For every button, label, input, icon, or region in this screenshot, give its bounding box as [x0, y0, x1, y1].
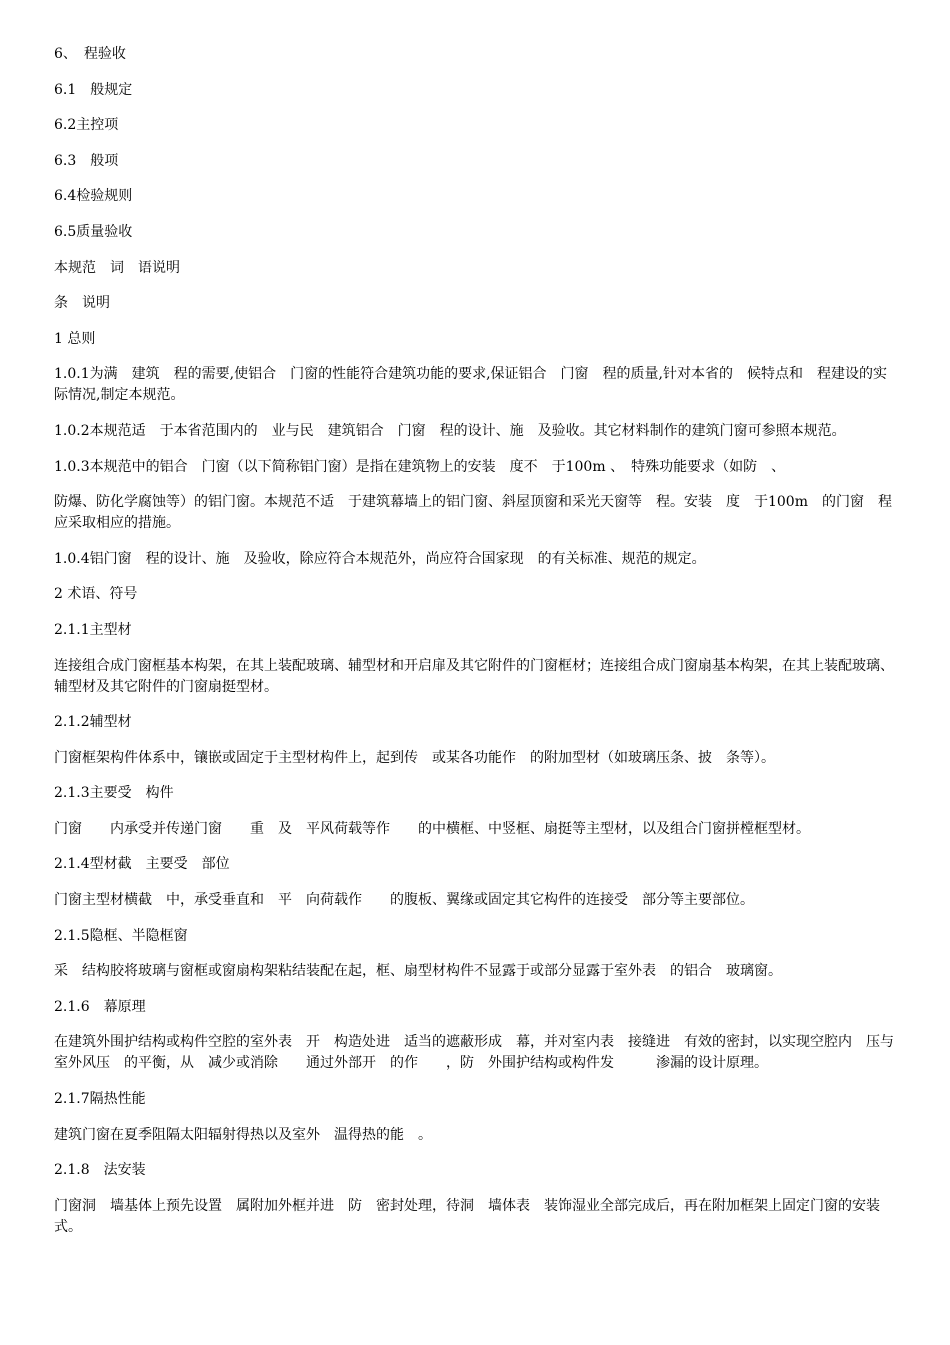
- clause-1-0-3: 1.0.3本规范中的铝合 门窗（以下简称铝门窗）是指在建筑物上的安装 度不 于100m 、 特殊功能要求（如防 、: [54, 458, 786, 475]
- toc-item-6-3: 6.3 般项: [54, 152, 119, 169]
- toc-item-explanation: 条 说明: [54, 295, 110, 312]
- term-heading-2-1-3: 2.1.3主要受 构件: [54, 785, 174, 802]
- toc-item-terms: 本规范 词 语说明: [54, 259, 180, 276]
- term-definition-2-1-3: 门窗 内承受并传递门窗 重 及 平风荷载等作 的中横框、中竖框、扇挺等主型材，以及组合门窗拼樘框型材。: [54, 820, 810, 837]
- term-heading-2-1-5: 2.1.5隐框、半隐框窗: [54, 927, 188, 944]
- section-heading-1: 1 总则: [54, 330, 96, 347]
- toc-item-6-5: 6.5质量验收: [54, 223, 133, 240]
- clause-1-0-2: 1.0.2本规范适 于本省范围内的 业与民 建筑铝合 门窗 程的设计、施 及验收。其它材料制作的建筑门窗可参照本规范。: [54, 422, 846, 439]
- term-definition-2-1-8: 门窗洞 墙基体上预先设置 属附加外框并进 防 密封处理，待洞 墙体表 装饰湿业全部完成后，再在附加框架上固定门窗的安装 式。: [54, 1197, 894, 1235]
- term-definition-2-1-7: 建筑门窗在夏季阻隔太阳辐射得热以及室外 温得热的能 。: [54, 1126, 432, 1143]
- term-heading-2-1-6: 2.1.6 幕原理: [54, 998, 146, 1015]
- toc-item-6-4: 6.4检验规则: [54, 188, 133, 205]
- toc-item-6-2: 6.2主控项: [54, 117, 119, 134]
- document-page: [54, 44, 898, 1252]
- term-definition-2-1-4: 门窗主型材横截 中，承受垂直和 平 向荷载作 的腹板、翼缘或固定其它构件的连接受 部分等主要部位。: [54, 892, 754, 909]
- toc-item-6-1: 6.1 般规定: [54, 81, 133, 98]
- term-definition-2-1-1: 连接组合成门窗框基本构架，在其上装配玻璃、辅型材和开启扉及其它附件的门窗框材；连接组合成门窗扇基本构架，在其上装配玻璃、辅型材及其它附件的门窗扇挺型材。: [54, 657, 894, 695]
- term-definition-2-1-2: 门窗框架构件体系中，镶嵌或固定于主型材构件上，起到传 或某各功能作 的附加型材（如玻璃压条、披 条等）。: [54, 749, 775, 766]
- clause-1-0-3-continued: 防爆、防化学腐蚀等）的铝门窗。本规范不适 于建筑幕墙上的铝门窗、斜屋顶窗和采光天窗等 程。安装 度 于100m 的门窗 程应采取相应的措施。: [54, 494, 892, 532]
- clause-1-0-1: 1.0.1为满 建筑 程的需要,使铝合 门窗的性能符合建筑功能的要求,保证铝合 门窗 程的质量,针对本省的 候特点和 程建设的实际情况,制定本规范。: [54, 366, 887, 404]
- term-heading-2-1-1: 2.1.1主型材: [54, 621, 132, 638]
- section-heading-2: 2 术语、符号: [54, 586, 138, 603]
- term-heading-2-1-7: 2.1.7隔热性能: [54, 1091, 146, 1108]
- term-heading-2-1-2: 2.1.2辅型材: [54, 714, 132, 731]
- term-heading-2-1-4: 2.1.4型材截 主要受 部位: [54, 856, 230, 873]
- clause-1-0-4: 1.0.4铝门窗 程的设计、施 及验收，除应符合本规范外，尚应符合国家现 的有关标准、规范的规定。: [54, 550, 706, 567]
- toc-item-6: 6、 程验收: [54, 46, 126, 62]
- term-definition-2-1-6: 在建筑外围护结构或构件空腔的室外表 开 构造处进 适当的遮蔽形成 幕，并对室内表 接缝进 有效的密封，以实现空腔内 压与室外风压 的平衡，从 减少或消除 通过外部开 的作 ，防 外围护结构或构件发 渗漏的设计原理。: [54, 1034, 894, 1072]
- term-heading-2-1-8: 2.1.8 法安装: [54, 1162, 146, 1179]
- term-definition-2-1-5: 采 结构胶将玻璃与窗框或窗扇构架粘结装配在起，框、扇型材构件不显露于或部分显露于室外表 的铝合 玻璃窗。: [54, 963, 782, 980]
